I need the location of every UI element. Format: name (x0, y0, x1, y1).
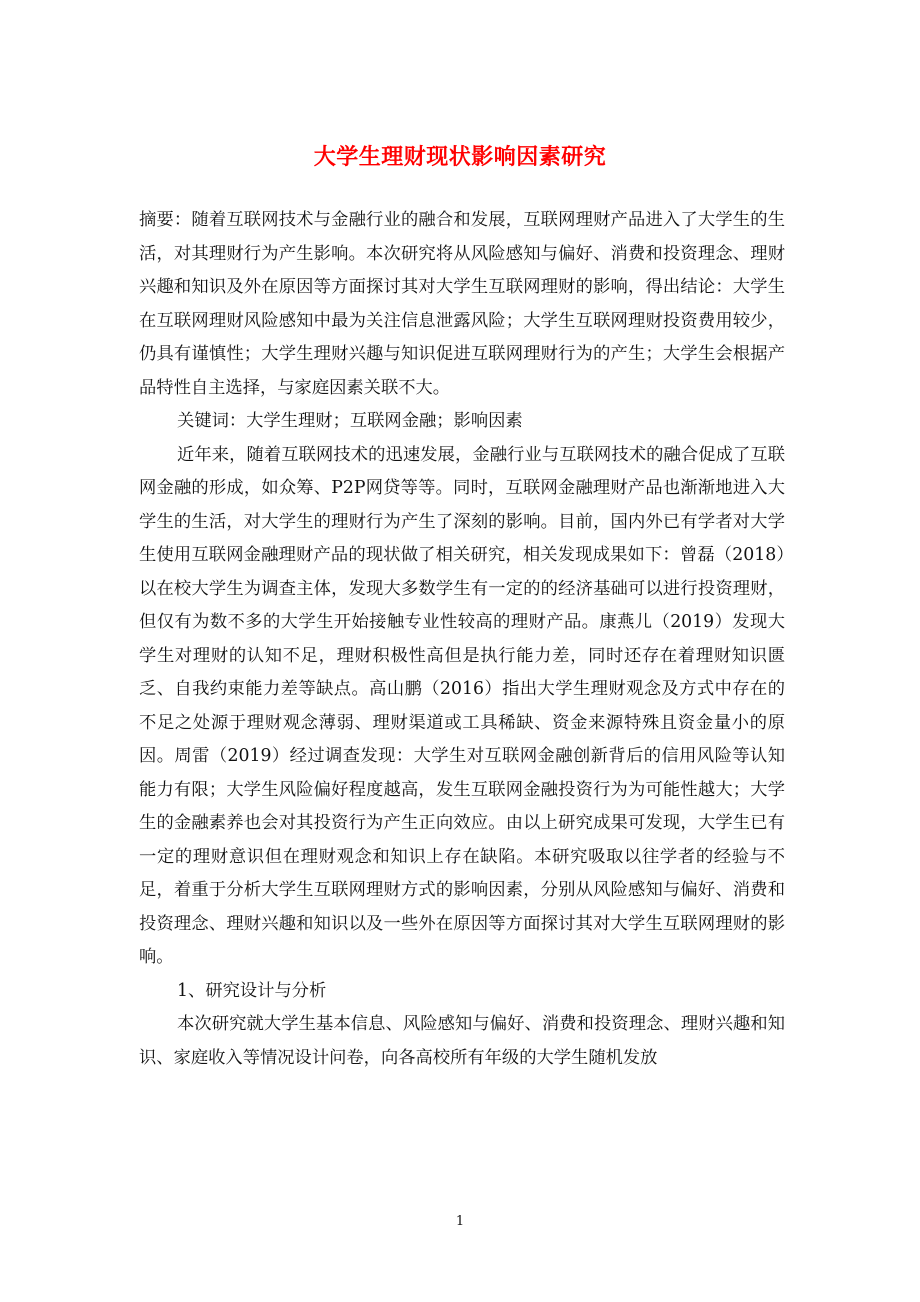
document-title: 大学生理财现状影响因素研究 (313, 143, 607, 170)
section-paragraph: 本次研究就大学生基本信息、风险感知与偏好、消费和投资理念、理财兴趣和知识、家庭收入等情况设计问卷，向各高校所有年级的大学生随机发放 (139, 1014, 785, 1068)
keywords-line: 关键词：大学生理财；互联网金融；影响因素 (177, 411, 523, 431)
abstract-paragraph: 摘要：随着互联网技术与金融行业的融合和发展，互联网理财产品进入了大学生的生活，对其理财行为产生影响。本次研究将从风险感知与偏好、消费和投资理念、理财兴趣和知识及外在原因等方面探讨其对大学生互联网理财的影响，得出结论：大学生在互联网理财风险感知中最为关注信息泄露风险；大学生互联网理财投资费用较少，仍具有谨慎性；大学生理财兴趣与知识促进互联网理财行为的产生；大学生会根据产品特性自主选择，与家庭因素关联不大。 (139, 210, 785, 398)
document-body (139, 204, 785, 1075)
introduction-paragraph: 近年来，随着互联网技术的迅速发展，金融行业与互联网技术的融合促成了互联网金融的形成，如众筹、P2P网贷等等。同时，互联网金融理财产品也渐渐地进入大学生的生活，对大学生的理财行为产生了深刻的影响。目前，国内外已有学者对大学生使用互联网金融理财产品的现状做了相关研究，相关发现成果如下：曾磊（2018）以在校大学生为调查主体，发现大多数学生有一定的的经济基础可以进行投资理财，但仅有为数不多的大学生开始接触专业性较高的理财产品。康燕儿（2019）发现大学生对理财的认知不足，理财积极性高但是执行能力差，同时还存在着理财知识匮乏、自我约束能力差等缺点。高山鹏（2016）指出大学生理财观念及方式中存在的不足之处源于理财观念薄弱、理财渠道或工具稀缺、资金来源特殊且资金量小的原因。周雷（2019）经过调查发现：大学生对互联网金融创新背后的信用风险等认知能力有限；大学生风险偏好程度越高，发生互联网金融投资行为为可能性越大；大学生的金融素养也会对其投资行为产生正向效应。由以上研究成果可发现，大学生已有一定的理财意识但在理财观念和知识上存在缺陷。本研究吸取以往学者的经验与不足，着重于分析大学生互联网理财方式的影响因素，分别从风险感知与偏好、消费和投资理念、理财兴趣和知识以及一些外在原因等方面探讨其对大学生互联网理财的影响。 (139, 444, 785, 967)
section-heading: 1、研究设计与分析 (177, 980, 327, 1001)
page-number: 1 (455, 1214, 465, 1229)
